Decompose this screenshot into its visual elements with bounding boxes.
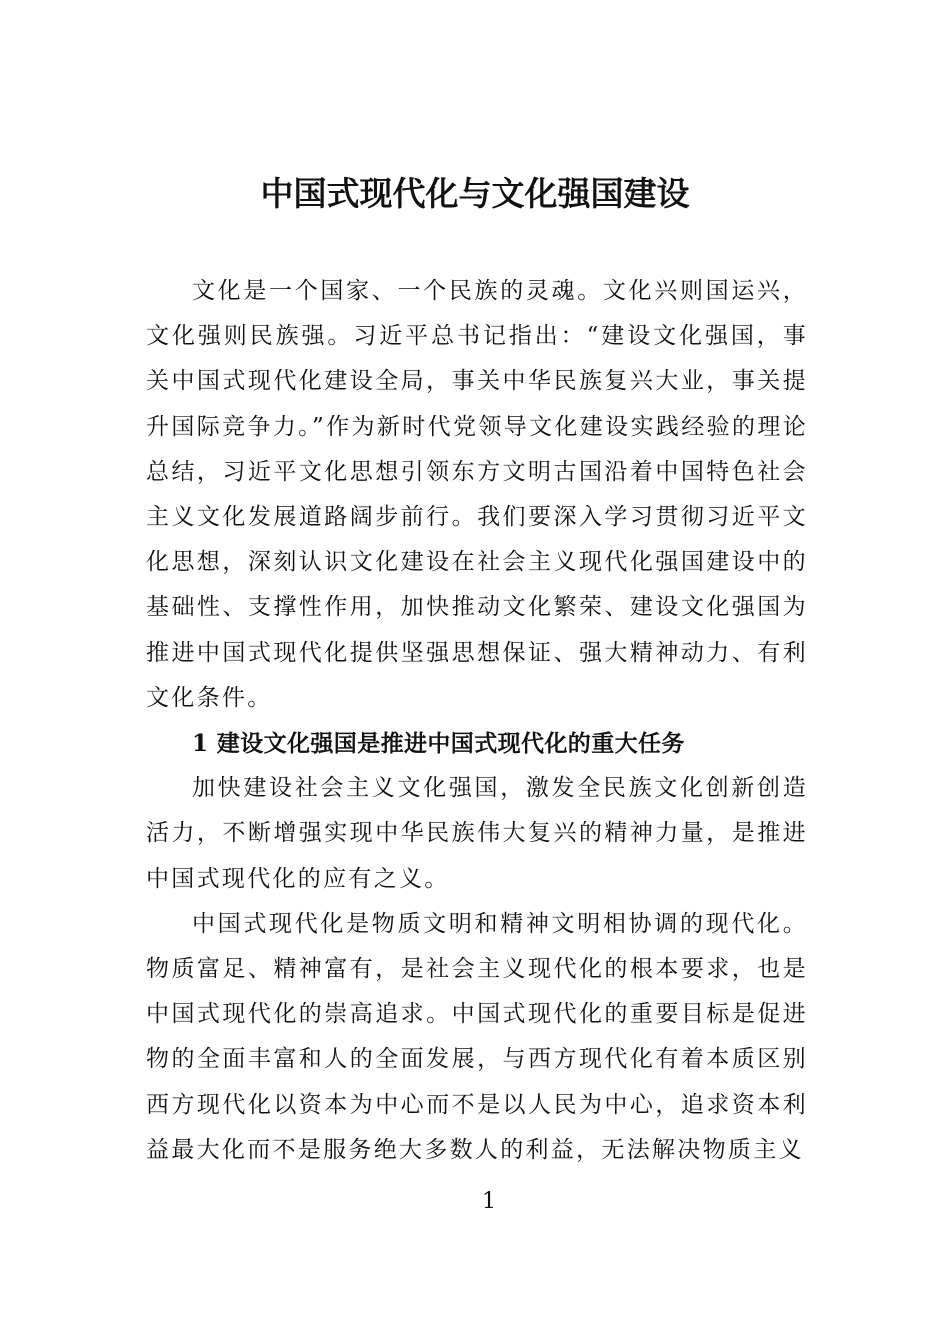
- section-paragraph-1: 加快建设社会主义文化强国，激发全民族文化创新创造活力，不断增强实现中华民族伟大复兴的精神力量，是推进中国式现代化的应有之义。: [146, 775, 808, 892]
- document-body: [146, 269, 808, 1173]
- section-paragraph-2: 中国式现代化是物质文明和精神文明相协调的现代化。物质富足、精神富有，是社会主义现代化的根本要求，也是中国式现代化的崇高追求。中国式现代化的重要目标是促进物的全面丰富和人的全面发展，与西方现代化有着本质区别西方现代化以资本为中心而不是以人民为中心，追求资本利益最大化而不是服务绝大多数人的利益，无法解决物质主义: [146, 910, 808, 1163]
- page-number: 1: [482, 1189, 496, 1214]
- section-heading: 1 建设文化强国是推进中国式现代化的重大任务: [192, 730, 685, 758]
- intro-paragraph: 文化是一个国家、一个民族的灵魂。文化兴则国运兴，文化强则民族强。习近平总书记指出：“建设文化强国，事关中国式现代化建设全局，事关中华民族复兴大业，事关提升国际竞争力。”作为新时代党领导文化建设实践经验的理论总结，习近平文化思想引领东方文明古国沿着中国特色社会主义文化发展道路阔步前行。我们要深入学习贯彻习近平文化思想，深刻认识文化建设在社会主义现代化强国建设中的基础性、支撑性作用，加快推动文化繁荣、建设文化强国为推进中国式现代化提供坚强思想保证、强大精神动力、有利文化条件。: [146, 278, 808, 711]
- document-title: 中国式现代化与文化强国建设: [260, 174, 690, 213]
